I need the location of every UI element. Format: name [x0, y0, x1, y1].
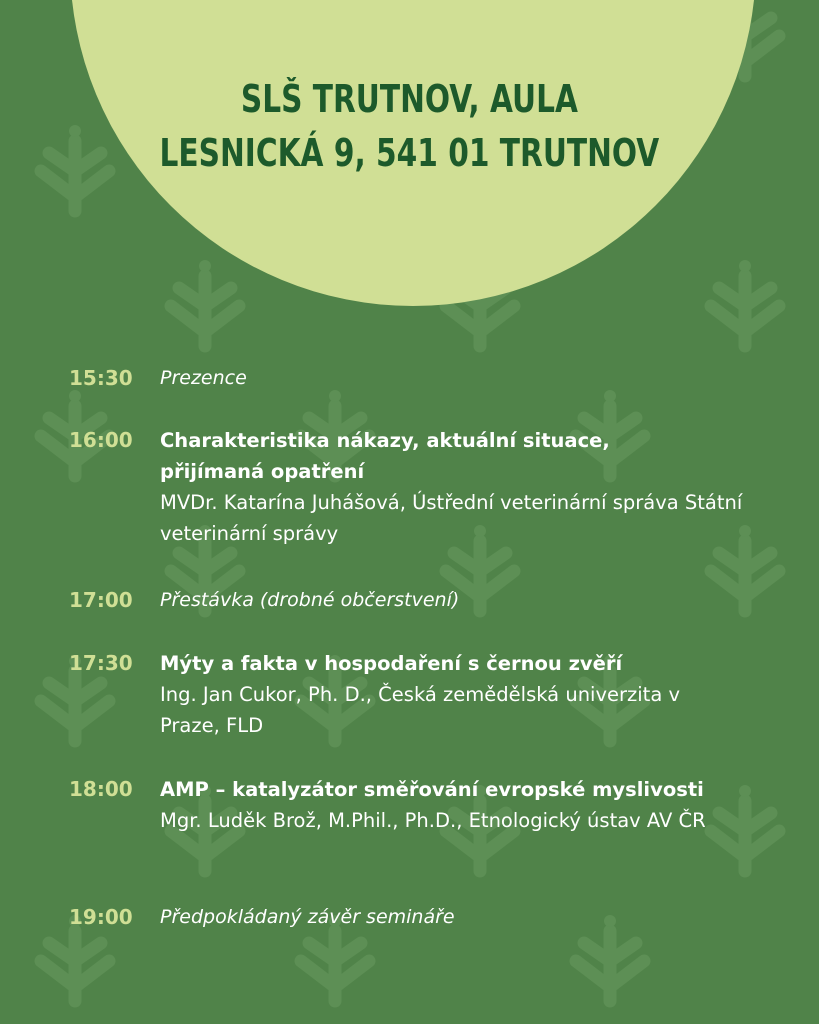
program-note: Přestávka (drobné občerstvení) — [160, 589, 460, 611]
program-time: 18:00 — [69, 777, 133, 801]
talk-title: Charakteristika nákazy, aktuální situace, přijímaná opatření — [160, 429, 610, 483]
program-time: 15:30 — [69, 366, 133, 390]
venue-name: SLŠ TRUTNOV, AULA — [240, 77, 578, 121]
program-note: Předpokládaný závěr semináře — [160, 906, 455, 928]
talk-speaker: Mgr. Luděk Brož, M.Phil., Ph.D., Etnologický ústav AV ČR — [160, 809, 706, 832]
program-time: 17:00 — [69, 588, 133, 612]
program-content — [160, 425, 743, 549]
program-time: 17:30 — [69, 651, 133, 675]
talk-speaker: MVDr. Katarína Juhášová, Ústřední veterinární správa Státní veterinární správy — [160, 491, 743, 545]
talk-speaker: Ing. Jan Cukor, Ph. D., Česká zemědělská univerzita v Praze, FLD — [160, 683, 681, 737]
program-time: 19:00 — [69, 905, 133, 929]
program-content — [160, 648, 760, 741]
program-content — [160, 363, 760, 393]
program-content — [160, 774, 780, 836]
talk-title: AMP – katalyzátor směřování evropské myslivosti — [160, 778, 704, 801]
program-content — [160, 585, 760, 615]
venue-address: LESNICKÁ 9, 541 01 TRUTNOV — [159, 131, 660, 175]
talk-title: Mýty a fakta v hospodaření s černou zvěří — [160, 652, 623, 675]
program-time: 16:00 — [69, 428, 133, 452]
program-note: Prezence — [160, 367, 247, 389]
program-content — [160, 902, 760, 932]
